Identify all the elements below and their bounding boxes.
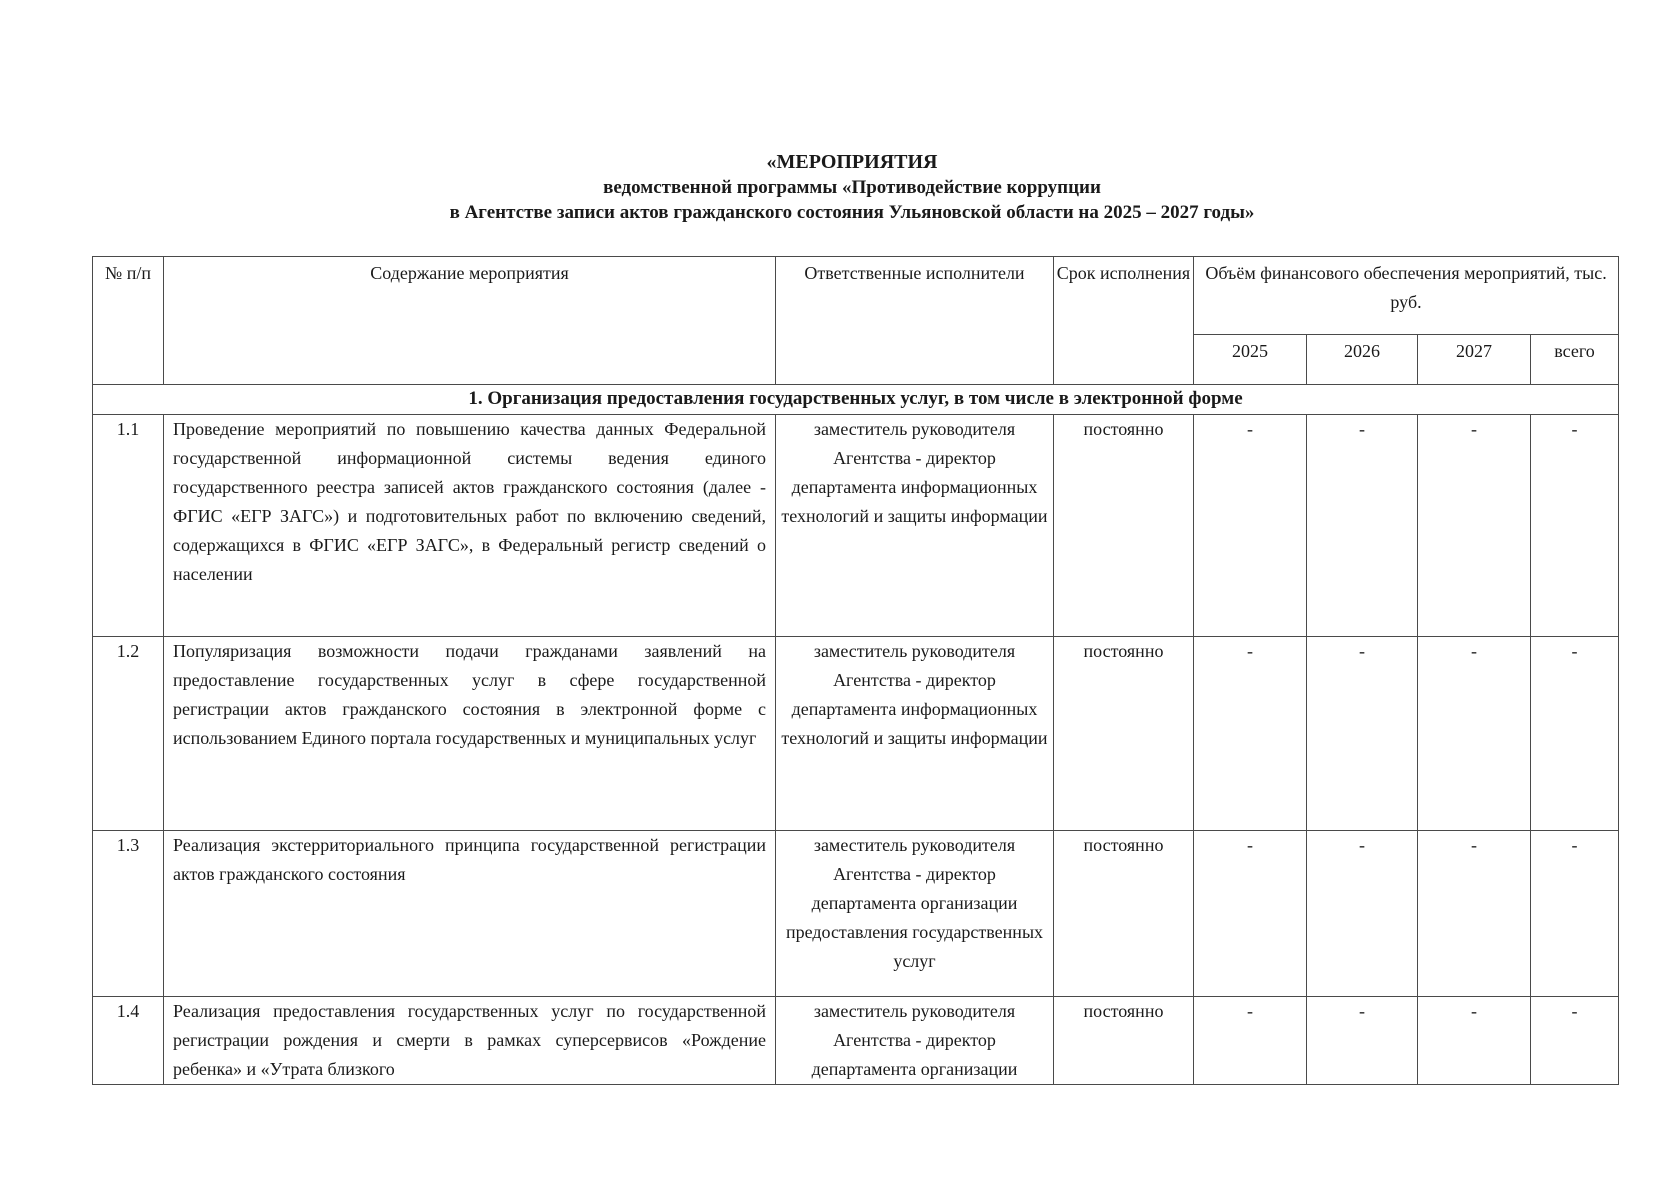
row-content: Реализация предоставления государственных услуг по государственной регистрации рождения и смерти в рамках суперсервисов «Рождение ребенка» и «Утрата близкого: [164, 997, 776, 1085]
table-header-row: [93, 257, 1619, 335]
document-heading: [92, 150, 1612, 225]
activities-table: [92, 256, 1619, 1085]
row-finance-total: -: [1531, 997, 1619, 1085]
row-num: 1.4: [93, 997, 164, 1085]
row-finance-2025: -: [1194, 997, 1307, 1085]
row-finance-total: -: [1531, 637, 1619, 831]
header-finance: Объём финансового обеспечения мероприятий, тыс. руб.: [1194, 257, 1619, 335]
header-year-total: всего: [1531, 335, 1619, 385]
row-finance-2027: -: [1418, 997, 1531, 1085]
row-responsible: заместитель руководителя Агентства - директор департамента организации предоставления государственных услуг: [776, 831, 1054, 997]
row-responsible: заместитель руководителя Агентства - директор департамента информационных технологий и защиты информации: [776, 415, 1054, 637]
row-finance-2026: -: [1307, 637, 1418, 831]
row-term: постоянно: [1054, 997, 1194, 1085]
heading-line-1: «МЕРОПРИЯТИЯ: [766, 151, 938, 173]
table-row: [93, 637, 1619, 831]
row-finance-2025: -: [1194, 415, 1307, 637]
row-finance-2027: -: [1418, 637, 1531, 831]
header-num: № п/п: [93, 257, 164, 385]
header-responsible: Ответственные исполнители: [776, 257, 1054, 385]
row-finance-2027: -: [1418, 415, 1531, 637]
row-finance-total: -: [1531, 415, 1619, 637]
section-row: [93, 385, 1619, 415]
row-num: 1.2: [93, 637, 164, 831]
row-responsible: заместитель руководителя Агентства - директор департамента организации: [776, 997, 1054, 1085]
table-row: [93, 831, 1619, 997]
row-finance-2025: -: [1194, 637, 1307, 831]
row-content: Проведение мероприятий по повышению качества данных Федеральной государственной информационной системы ведения единого государственного реестра записей актов гражданского состояния (далее - ФГИС «ЕГР ЗАГС») и подготовительных работ по включению сведений, содержащихся в ФГИС «ЕГР ЗАГС», в Федеральный регистр сведений о населении: [164, 415, 776, 637]
row-term: постоянно: [1054, 637, 1194, 831]
row-term: постоянно: [1054, 831, 1194, 997]
table-row: [93, 997, 1619, 1085]
row-finance-total: -: [1531, 831, 1619, 997]
header-term: Срок исполнения: [1054, 257, 1194, 385]
header-year-2026: 2026: [1307, 335, 1418, 385]
row-finance-2027: -: [1418, 831, 1531, 997]
table-row: [93, 415, 1619, 637]
row-finance-2026: -: [1307, 415, 1418, 637]
row-finance-2026: -: [1307, 831, 1418, 997]
row-content: Популяризация возможности подачи гражданами заявлений на предоставление государственных услуг в сфере государственной регистрации актов гражданского состояния в электронной форме с использованием Единого портала государственных и муниципальных услуг: [164, 637, 776, 831]
header-content: Содержание мероприятия: [164, 257, 776, 385]
row-finance-2025: -: [1194, 831, 1307, 997]
heading-line-2: ведомственной программы «Противодействие коррупции: [603, 177, 1101, 198]
row-num: 1.3: [93, 831, 164, 997]
heading-line-3: в Агентстве записи актов гражданского состояния Ульяновской области на 2025 – 2027 годы»: [449, 202, 1255, 223]
header-year-2027: 2027: [1418, 335, 1531, 385]
row-responsible: заместитель руководителя Агентства - директор департамента информационных технологий и защиты информации: [776, 637, 1054, 831]
header-year-2025: 2025: [1194, 335, 1307, 385]
row-term: постоянно: [1054, 415, 1194, 637]
row-num: 1.1: [93, 415, 164, 637]
row-finance-2026: -: [1307, 997, 1418, 1085]
section-title: 1. Организация предоставления государственных услуг, в том числе в электронной форме: [93, 385, 1619, 415]
row-content: Реализация экстерриториального принципа государственной регистрации актов гражданского состояния: [164, 831, 776, 997]
